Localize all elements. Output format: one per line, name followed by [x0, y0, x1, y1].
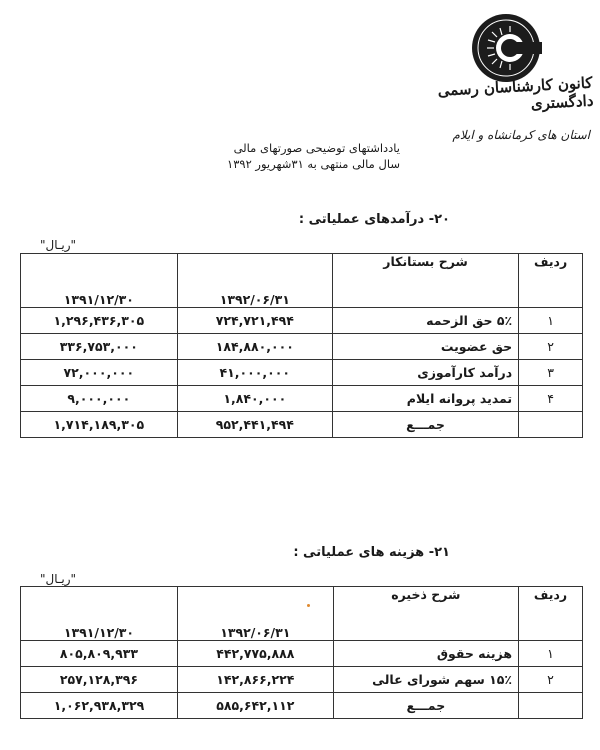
section-20-title: ۲۰- درآمدهای عملیاتی :	[298, 212, 450, 227]
column-header-period-1391: ۱۳۹۱/۱۲/۳۰	[21, 254, 178, 308]
row-value-1392: ۴۱,۰۰۰,۰۰۰	[177, 360, 332, 386]
row-value-1391: ۱,۲۹۶,۴۳۶,۳۰۵	[21, 308, 178, 334]
table-header-row	[21, 587, 583, 641]
table-row	[21, 334, 583, 360]
table-row	[21, 386, 583, 412]
row-number: ۱	[519, 641, 583, 667]
row-value-1392: ۱,۸۴۰,۰۰۰	[177, 386, 332, 412]
row-value-1392: ۱۴۲,۸۶۶,۲۲۴	[177, 667, 333, 693]
row-value-1391: ۲۵۷,۱۲۸,۳۹۶	[21, 667, 178, 693]
total-label: جمـــع	[333, 693, 518, 719]
column-header-period-1391: ۱۳۹۱/۱۲/۳۰	[21, 587, 178, 641]
operating-expenses-table	[20, 586, 583, 719]
row-description: ۵٪ حق الزحمه	[332, 308, 518, 334]
row-value-1391: ۸۰۵,۸۰۹,۹۳۳	[21, 641, 178, 667]
row-description: تمدید پروانه ایلام	[332, 386, 518, 412]
row-description: ۱۵٪ سهم شورای عالی	[333, 667, 518, 693]
table-row	[21, 667, 583, 693]
column-header-row-no: ردیف	[519, 254, 583, 308]
document-title: یادداشتهای توضیحی صورتهای مالی	[233, 141, 400, 155]
organization-name: کانون کارشناسان رسمی دادگستری	[437, 73, 594, 113]
row-description: هزینه حقوق	[333, 641, 518, 667]
total-label: جمـــع	[332, 412, 518, 438]
section-21-title: ۲۱- هزینه های عملیاتی :	[293, 545, 450, 560]
row-value-1392: ۷۲۴,۷۲۱,۴۹۴	[177, 308, 332, 334]
total-empty-cell	[519, 693, 583, 719]
section-20-currency: "ریـال"	[40, 238, 77, 252]
table-row	[21, 360, 583, 386]
row-value-1392: ۱۸۴,۸۸۰,۰۰۰	[177, 334, 332, 360]
row-number: ۴	[519, 386, 583, 412]
total-value-1392: ۵۸۵,۶۴۲,۱۱۲	[177, 693, 333, 719]
document-heading	[170, 140, 400, 172]
row-description: درآمد کارآموزی	[332, 360, 518, 386]
organization-branch: استان های کرمانشاه و ایلام	[452, 128, 590, 142]
total-empty-cell	[519, 412, 583, 438]
row-number: ۱	[519, 308, 583, 334]
row-value-1391: ۳۳۶,۷۵۳,۰۰۰	[21, 334, 178, 360]
total-value-1392: ۹۵۲,۴۴۱,۴۹۴	[177, 412, 332, 438]
table-total-row	[21, 693, 583, 719]
organization-logo-icon	[470, 12, 542, 84]
column-header-description: شرح بستانکار	[332, 254, 518, 308]
total-value-1391: ۱,۷۱۴,۱۸۹,۳۰۵	[21, 412, 178, 438]
row-value-1391: ۷۲,۰۰۰,۰۰۰	[21, 360, 178, 386]
row-value-1392: ۴۴۲,۷۷۵,۸۸۸	[177, 641, 333, 667]
document-period: سال مالی منتهی به ۳۱شهریور ۱۳۹۲	[227, 157, 400, 171]
table-row	[21, 641, 583, 667]
row-number: ۲	[519, 667, 583, 693]
table-total-row	[21, 412, 583, 438]
column-header-row-no: ردیف	[519, 587, 583, 641]
row-value-1391: ۹,۰۰۰,۰۰۰	[21, 386, 178, 412]
column-header-description: شرح ذخیره	[333, 587, 518, 641]
operating-revenues-table	[20, 253, 583, 438]
row-description: حق عضویت	[332, 334, 518, 360]
table-row	[21, 308, 583, 334]
row-number: ۲	[519, 334, 583, 360]
table-header-row	[21, 254, 583, 308]
column-header-period-1392: ۱۳۹۲/۰۶/۳۱	[177, 587, 333, 641]
row-number: ۳	[519, 360, 583, 386]
section-21-currency: "ریـال"	[40, 572, 77, 586]
column-header-period-1392: ۱۳۹۲/۰۶/۳۱	[177, 254, 332, 308]
total-value-1391: ۱,۰۶۲,۹۳۸,۳۲۹	[21, 693, 178, 719]
